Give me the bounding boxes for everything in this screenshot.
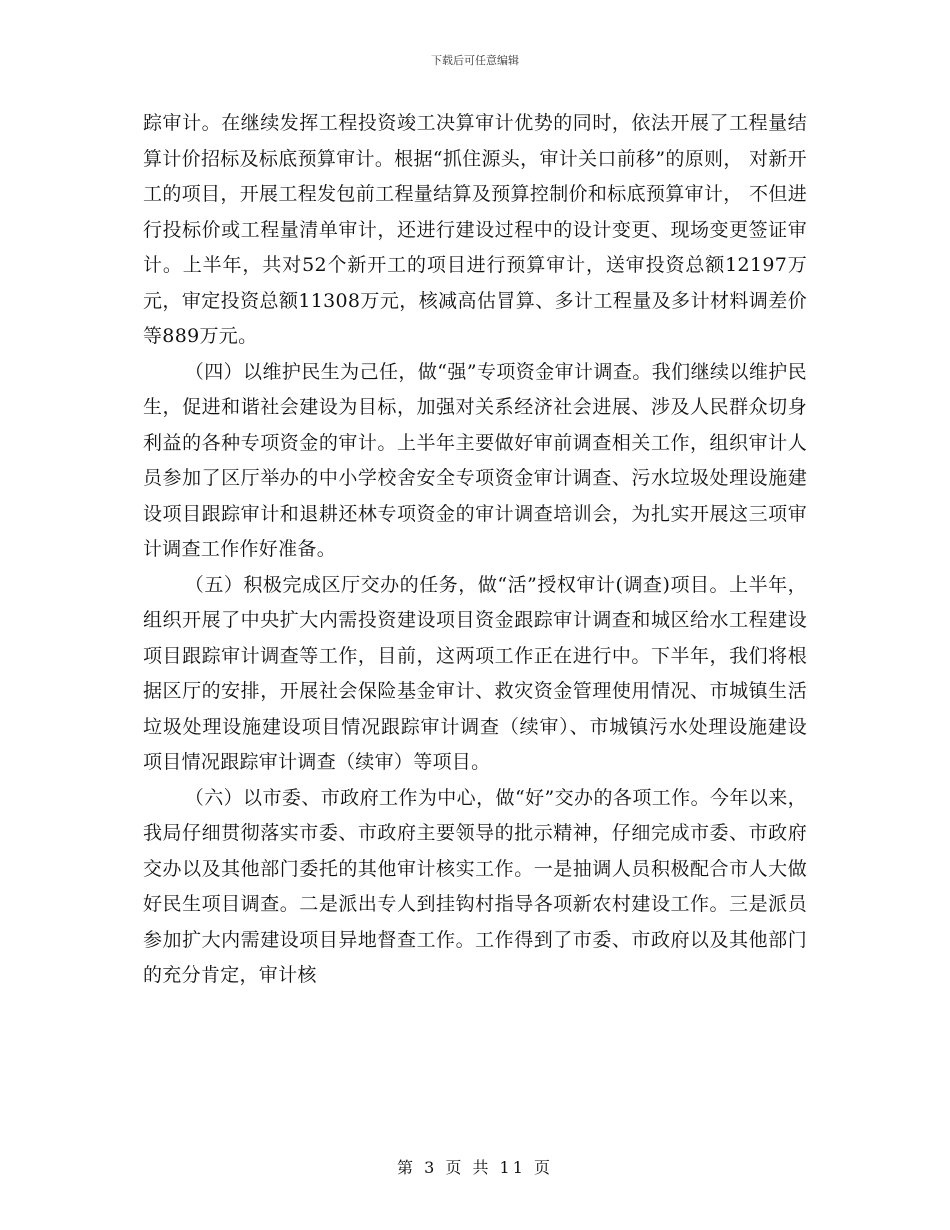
document-body xyxy=(143,106,807,994)
page-number: 第 3 页 共 11 页 xyxy=(397,1158,553,1177)
header-note: 下载后可任意编辑 xyxy=(431,54,519,67)
paragraph-section-5: （五）积极完成区厅交办的任务，做“活”授权审计(调查)项目。上半年，组织开展了中央扩大内需投资建设项目资金跟踪审计调查和城区给水工程建设项目跟踪审计调查等工作，目前，这两项工作正在进行中。下半年，我们将根据区厅的安排，开展社会保险基金审计、救灾资金管理使用情况、市城镇生活垃圾处理设施建设项目情况跟踪审计调查（续审）、市城镇污水处理设施建设项目情况跟踪审计调查（续审）等项目。 xyxy=(143,573,807,773)
paragraph-section-4: （四）以维护民生为己任，做“强”专项资金审计调查。我们继续以维护民生，促进和谐社会建设为目标，加强对关系经济社会进展、涉及人民群众切身利益的各种专项资金的审计。上半年主要做好审前调查相关工作，组织审计人员参加了区厅举办的中小学校舍安全专项资金审计调查、污水垃圾处理设施建设项目跟踪审计和退耕还林专项资金的审计调查培训会，为扎实开展这三项审计调查工作作好准备。 xyxy=(143,360,807,560)
paragraph-section-6: （六）以市委、市政府工作为中心，做“好”交办的各项工作。今年以来，我局仔细贯彻落实市委、市政府主要领导的批示精神，仔细完成市委、市政府交办以及其他部门委托的其他审计核实工作。一是抽调人员积极配合市人大做好民生项目调查。二是派出专人到挂钩村指导各项新农村建设工作。三是派员参加扩大内需建设项目异地督查工作。工作得到了市委、市政府以及其他部门的充分肯定，审计核 xyxy=(143,786,807,986)
paragraph-continuation: 踪审计。在继续发挥工程投资竣工决算审计优势的同时，依法开展了工程量结算计价招标及标底预算审计。根据“抓住源头，审计关口前移”的原则， 对新开工的项目，开展工程发包前工程量结算及预算控制价和标底预算审计， 不但进行投标价或工程量清单审计，还进行建设过程中的设计变更、现场变更签证审计。上半年，共对52个新开工的项目进行预算审计，送审投资总额12197万元，审定投资总额11308万元，核减高估冒算、多计工程量及多计材料调差价等889万元。 xyxy=(143,112,807,347)
